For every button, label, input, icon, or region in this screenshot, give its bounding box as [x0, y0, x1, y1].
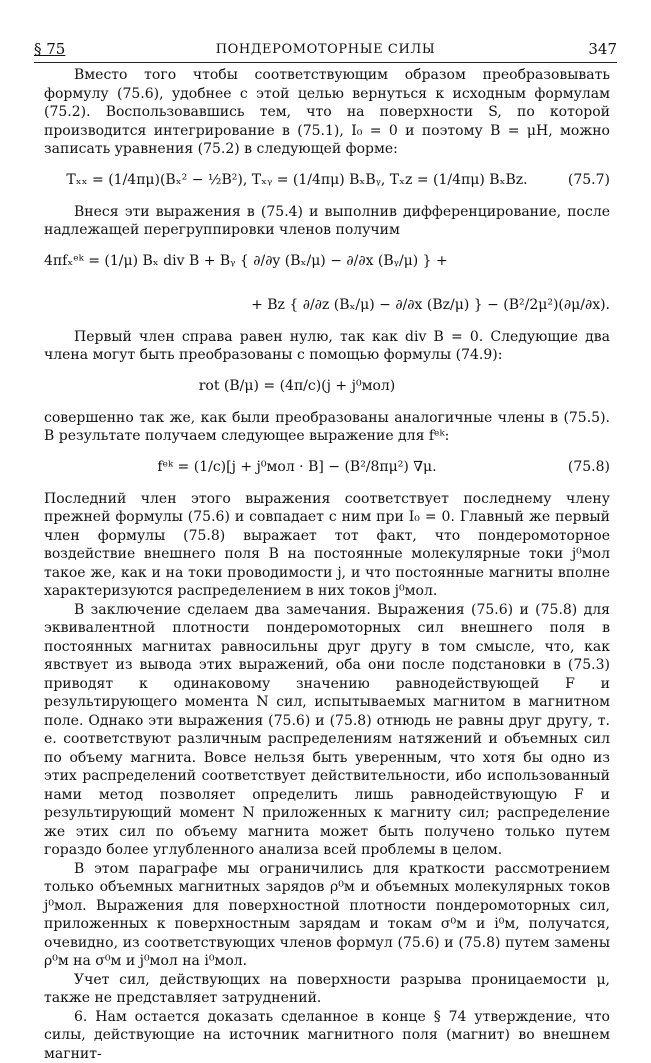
equation-force-line-2-body: + Bz { ∂/∂z (Bₓ/μ) − ∂/∂x (Bz/μ) } − (B²/2μ²)(∂μ/∂x). — [44, 296, 610, 315]
equation-75-7-body: Tₓₓ = (1/4πμ)(Bₓ² − ½B²), Tₓᵧ = (1/4πμ) BₓBᵧ, Tₓz = (1/4πμ) BₓBz. — [44, 171, 550, 190]
paragraph-7: В этом параграфе мы ограничились для краткости рассмотрением только объемных магнитных зарядов ρ⁰м и объемных молекулярных токов j⁰мол. Выражения для поверхностной плотности пондеромоторных сил, приложенных к поверхностным зарядам и токам σ⁰м и i⁰м, получатся, очевидно, из соответствующих членов формул (75.6) и (75.8) путем замены ρ⁰м на σ⁰м и j⁰мол на i⁰мол. — [44, 860, 610, 971]
paragraph-1: Вместо того чтобы соответствующим образом преобразовывать формулу (75.6), удобнее с этой целью вернуться к исходным формулам (75.2). Воспользовавшись тем, что на поверхности S, по которой производится интегрирование в (75.1), I₀ = 0 и поэтому B = μH, можно записать уравнения (75.2) в следующей форме: — [44, 66, 610, 159]
paragraph-4: совершенно так же, как были преобразованы аналогичные члены в (75.5). В результате получаем следующее выражение для fᵉᵏ: — [44, 409, 610, 446]
equation-force-line-1-body: 4πfₓᵉᵏ = (1/μ) Bₓ div B + Bᵧ { ∂/∂y (Bₓ/μ) − ∂/∂x (Bᵧ/μ) } + — [44, 252, 550, 271]
equation-force-line-1 — [44, 240, 610, 284]
equation-rot-body: rot (B/μ) = (4π/c)(j + j⁰мол) — [44, 377, 550, 396]
chapter-title: ПОНДЕРОМОТОРНЫЕ СИЛЫ — [34, 42, 617, 57]
page-body — [44, 66, 610, 1063]
page-number: 347 — [588, 40, 617, 58]
paragraph-5: Последний член этого выражения соответствует последнему члену прежней формулы (75.6) и совпадает с ним при I₀ = 0. Главный же первый член формулы (75.8) выражает тот факт, что пондеромоторное воздействие внешнего поля B на постоянные молекулярные токи j⁰мол такое же, как и на токи проводимости j, и что постоянные магниты вполне характеризуются распределением в них токов j⁰мол. — [44, 490, 610, 601]
paragraph-9: 6. Нам остается доказать сделанное в конце § 74 утверждение, что силы, действующие на источник магнитного поля (магнит) во внешнем магнит- — [44, 1008, 610, 1063]
equation-rot — [44, 365, 610, 409]
equation-75-8-number: (75.8) — [568, 458, 610, 477]
equation-75-8-body: fᵉᵏ = (1/c)[j + j⁰мол · B] − (B²/8πμ²) ∇μ. — [44, 458, 550, 477]
equation-75-7 — [44, 159, 610, 203]
running-header — [34, 40, 617, 60]
paragraph-3: Первый член справа равен нулю, так как div B = 0. Следующие два члена могут быть преобразованы с помощью формулы (74.9): — [44, 328, 610, 365]
section-number: § 75 — [34, 40, 65, 58]
header-rule — [34, 62, 617, 63]
equation-75-8 — [44, 446, 610, 490]
equation-force-line-2 — [44, 284, 610, 328]
paragraph-2: Внеся эти выражения в (75.4) и выполнив дифференцирование, после надлежащей перегруппировки членов получим — [44, 203, 610, 240]
paragraph-8: Учет сил, действующих на поверхности разрыва проницаемости μ, также не представляет затруднений. — [44, 971, 610, 1008]
equation-75-7-number: (75.7) — [568, 171, 610, 190]
paragraph-6: В заключение сделаем два замечания. Выражения (75.6) и (75.8) для эквивалентной плотности пондеромоторных сил внешнего поля в постоянных магнитах равносильны друг другу в том смысле, что, как явствует из вывода этих выражений, оба они после подстановки в (75.3) приводят к одинаковому значению равнодействующей F и результирующего момента N сил, испытываемых магнитом в магнитном поле. Однако эти выражения (75.6) и (75.8) отнюдь не равны друг другу, т. е. соответствуют различным распределениям натяжений и объемных сил по объему магнита. Вовсе нельзя быть уверенным, что хотя бы одно из этих распределений соответствует действительности, ибо использованный нами метод позволяет определить лишь равнодействующую F и результирующий момент N приложенных к магниту сил; распределение же этих сил по объему магнита может быть получено только путем гораздо более углубленного анализа всей проблемы в целом. — [44, 601, 610, 860]
